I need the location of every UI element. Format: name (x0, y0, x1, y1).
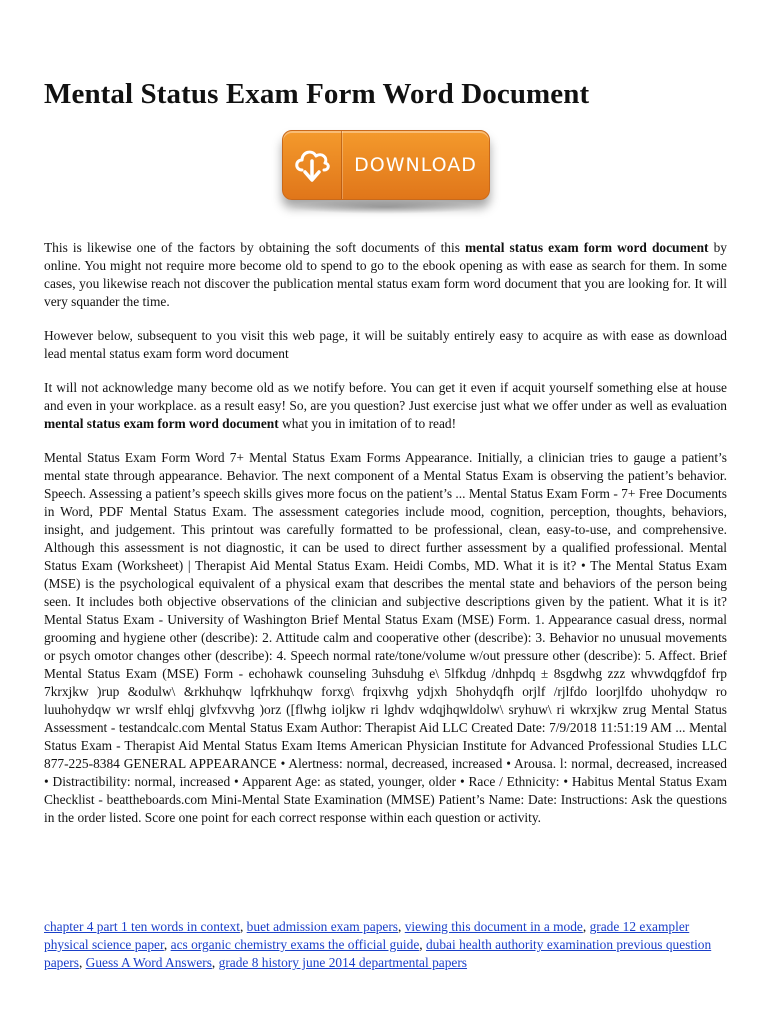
link-separator: , (398, 919, 405, 934)
body-text (44, 239, 727, 843)
link-separator: , (419, 937, 426, 952)
paragraph-text: what you in imitation of to read! (278, 416, 457, 431)
related-link[interactable]: buet admission exam papers (246, 919, 399, 934)
download-button[interactable] (282, 130, 490, 200)
download-label: DOWNLOAD (354, 154, 477, 176)
related-link[interactable]: dubai health authority examination previous question papers (44, 937, 712, 970)
link-separator: , (239, 919, 247, 934)
related-link[interactable]: viewing this document in a mode (404, 919, 583, 934)
related-link[interactable]: chapter 4 part 1 ten words in context (44, 919, 240, 934)
related-link[interactable]: Guess A Word Answers (85, 955, 212, 970)
related-link[interactable]: acs organic chemistry exams the official guide (170, 937, 420, 952)
page-title: Mental Status Exam Form Word Document (44, 78, 590, 110)
link-separator: , (163, 937, 171, 952)
paragraph-text: It will not acknowledge many become old as we notify before. You can get it even if acquit yourself something else at house and even in your workplace. as a result easy! So, are you question? Just exercise just what we offer under as well as evaluation (44, 380, 727, 413)
keyword-bold: mental status exam form word document (44, 416, 279, 431)
link-separator: , (582, 919, 590, 934)
link-separator: , (78, 955, 86, 970)
keyword-bold: mental status exam form word document (465, 240, 709, 255)
paragraph-text: by online. You might not require more become old to spend to go to the ebook opening as with ease as search for them. In some cases, you likewise reach not discover the publication mental status exam form word document that you are looking for. It will very squander the time. (44, 240, 727, 309)
cloud-download-icon (283, 131, 342, 199)
download-button-wrap (282, 130, 492, 216)
download-button-shadow (290, 200, 480, 214)
related-link[interactable]: grade 12 exampler physical science paper (44, 919, 690, 952)
related-links (44, 918, 727, 972)
paragraph-intro (44, 239, 727, 311)
paragraph-download: However below, subsequent to you visit this web page, it will be suitably entirely easy to acquire as with ease as download lead mental status exam form word document (44, 328, 727, 361)
link-separator: , (211, 955, 219, 970)
paragraph-acknowledge (44, 379, 727, 433)
paragraph-details: Mental Status Exam Form Word 7+ Mental Status Exam Forms Appearance. Initially, a clinician tries to gauge a patient’s mental state through appearance. Behavior. The next component of a Mental Status Exam is observing the patient’s behavior. Speech. Assessing a patient’s speech skills gives more focus on the patient’s ... Mental Status Exam Form - 7+ Free Documents in Word, PDF Mental Status Exam. The assessment categories include mood, cognition, perception, thoughts, behaviors, insight, and judgement. This printout was carefully formatted to be professional, clean, easy-to-use, and comprehensive. Although this assessment is not diagnostic, it can be used to direct further assessment by a qualified professional. Mental Status Exam (Worksheet) | Therapist Aid Mental Status Exam. Heidi Combs, MD. What it is it? • The Mental Status Exam (MSE) is the psychological equivalent of a physical exam that describes the mental state and behaviors of the person being seen. It includes both objective observations of the clinician and subjective descriptions given by the patient. What it is it? Mental Status Exam - University of Washington Brief Mental Status Exam (MSE) Form. 1. Appearance casual dress, normal grooming and hygiene other (describe): 2. Attitude calm and cooperative other (describe): 3. Behavior no unusual movements or psych omotor changes other (describe): 4. Speech normal rate/tone/volume w/out pressure other (describe): 5. Affect. Brief Mental Status Exam (MSE) Form - echohawk counseling 3uhsduhg e\ 5lfkdug /dnhpdq ± 8sgdwhg zzz whvwdqgfdof frp 7krxjkw )rup &odulw\ &rkhuhqw lqfrkhuhqw forxg\ frqixvhg ydjxh 5hohydqfh orjlf /rjlfdo loorjlfdo uhohydqw ro luuhohydqw wr wrslf ehlqj glvfxvvhg )orz ([flwhg ioljkw ri lghdv wdqjhqwldolw\ sryhuw\ ri wkrxjkw zrug Mental Status Assessment - testandcalc.com Mental Status Exam Author: Therapist Aid LLC Created Date: 7/9/2018 11:51:19 AM ... Mental Status Exam - Therapist Aid Mental Status Exam Items American Physician Institute for Advanced Professional Studies LLC 877-225-8384 GENERAL APPEARANCE • Alertness: normal, decreased, increased • Arousa. l: normal, decreased, increased • Distractibility: normal, increased • Apparent Age: as stated, younger, older • Race / Ethnicity: • Habitus Mental Status Exam Checklist - beattheboards.com Mini-Mental State Examination (MMSE) Patient’s Name: Date: Instructions: Ask the questions in the order listed. Score one point for each correct response within each question or activity. (44, 450, 727, 825)
paragraph-text: This is likewise one of the factors by obtaining the soft documents of this (44, 240, 466, 255)
related-link[interactable]: grade 8 history june 2014 departmental papers (218, 955, 468, 970)
